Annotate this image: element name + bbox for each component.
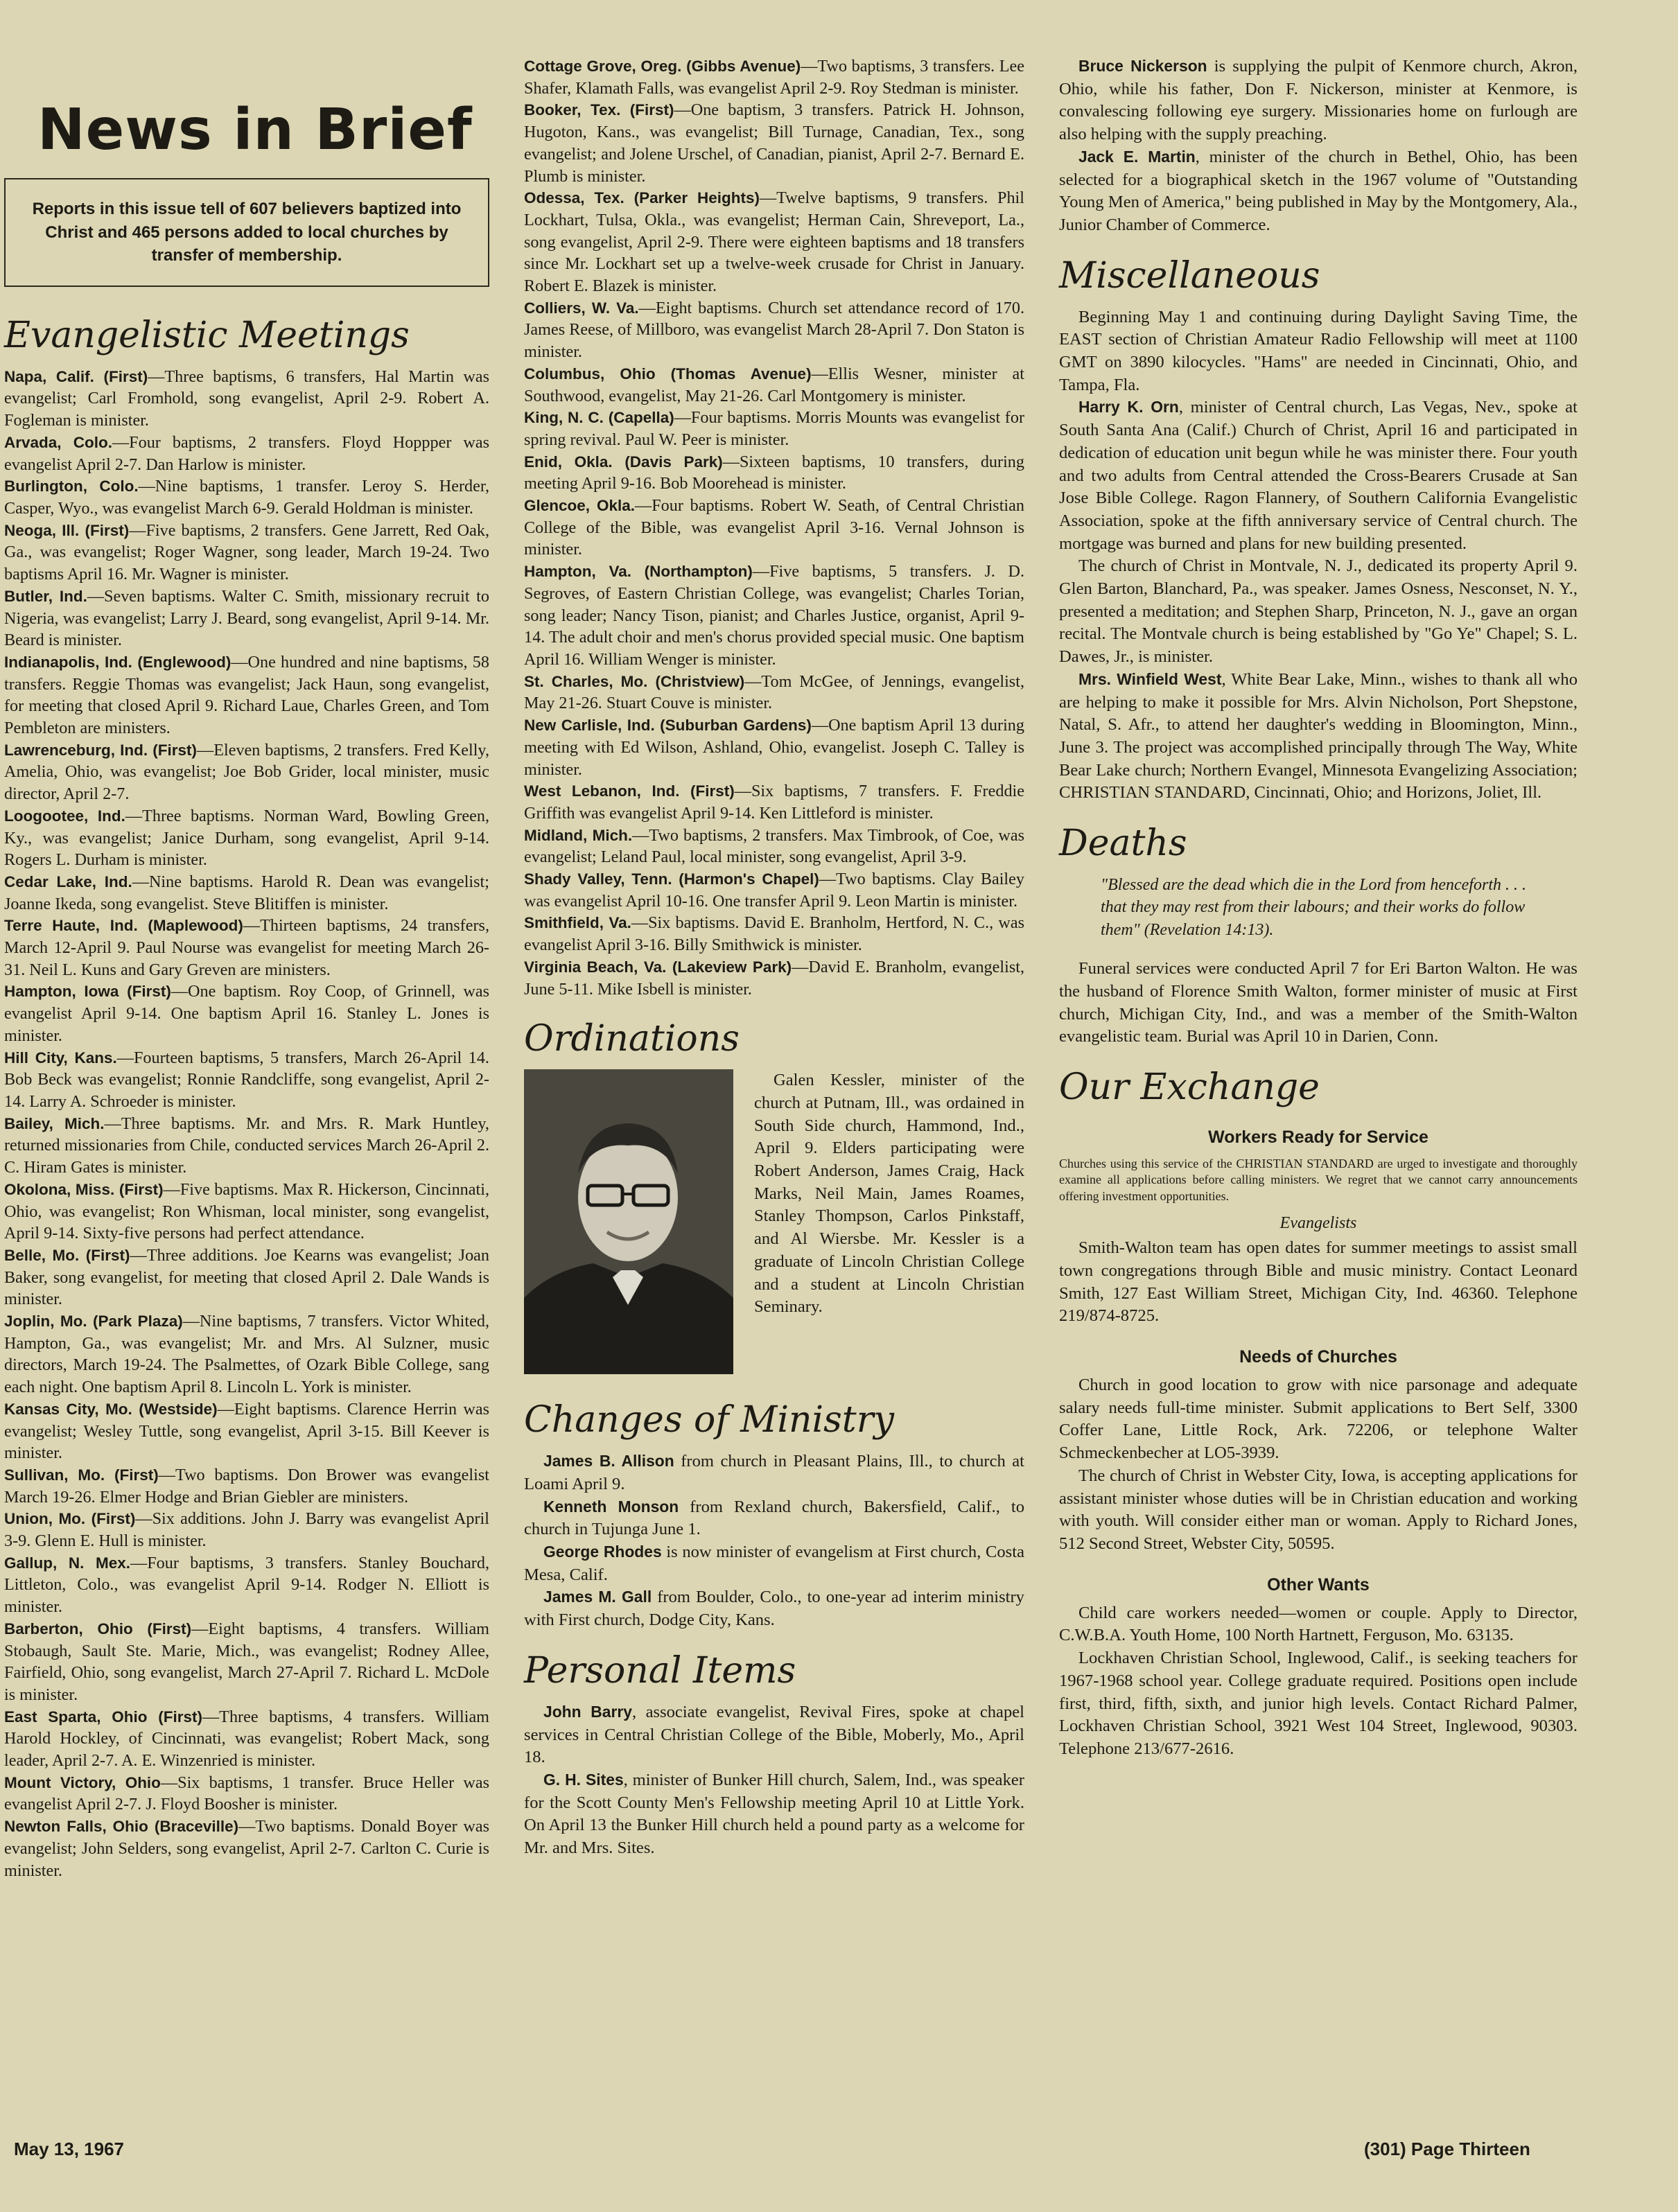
change-entry-lead: Kenneth Monson	[543, 1497, 679, 1516]
change-entry-lead: James M. Gall	[543, 1588, 652, 1606]
meeting-entry-body: —Six baptisms, 1 transfer. Bruce Heller was evangelist April 2-7. J. Floyd Boosher is minister.	[4, 1773, 489, 1814]
change-entry	[524, 1450, 1024, 1495]
meeting-entry	[4, 1310, 489, 1398]
meeting-entry-lead: Cottage Grove, Oreg. (Gibbs Avenue)	[524, 58, 801, 75]
misc-entry	[1059, 396, 1578, 555]
meeting-entry	[4, 1772, 489, 1816]
meeting-entry-lead: Midland, Mich.	[524, 826, 633, 844]
meeting-entry-body: —Nine baptisms. Harold R. Dean was evangelist; Joanne Ikeda, song evangelist. Steve Blitiffen is minister.	[4, 872, 489, 913]
meeting-entry-body: —Three additions. Joe Kearns was evangelist; Joan Baker, song evangelist, for meeting that closed April 2. Dale Wands is minister.	[4, 1245, 489, 1309]
meeting-entry-lead: Columbus, Ohio (Thomas Avenue)	[524, 365, 812, 383]
ordination-block	[524, 1069, 1024, 1381]
meeting-entry-lead: Napa, Calif. (First)	[4, 367, 148, 385]
meeting-entry	[524, 912, 1024, 956]
meeting-entry-body: —Four baptisms, 2 transfers. Floyd Hoppper was evangelist April 2-7. Dan Harlow is minister.	[4, 432, 489, 474]
meeting-entry	[4, 1618, 489, 1706]
meeting-entry-body: —Five baptisms, 2 transfers. Gene Jarrett, Red Oak, Ga., was evangelist; Roger Wagner, song leader, March 19-24. Two baptisms April 16. Mr. Wagner is minister.	[4, 520, 489, 584]
meeting-entry	[524, 825, 1024, 868]
meeting-entry	[4, 1179, 489, 1245]
deaths-quote: "Blessed are the dead which die in the Lord from henceforth . . . that they may rest from their labours; and their works do follow them" (Revelation 14:13).	[1101, 876, 1526, 939]
meeting-entry-body: —Nine baptisms, 7 transfers. Victor Whited, Hampton, Ga., was evangelist; Mr. and Mrs. Al Sulzner, music directors, March 19-24. The Psalmettes, of Ozark Bible College, sang each night. One baptism April 8. Lincoln L. York is minister.	[4, 1312, 489, 1397]
meeting-entry-lead: Belle, Mo. (First)	[4, 1246, 130, 1264]
meeting-entry-lead: Sullivan, Mo. (First)	[4, 1466, 159, 1484]
section-heading-ordinations: Ordinations	[524, 1018, 740, 1060]
meeting-entry	[524, 671, 1024, 714]
meeting-entry-lead: Virginia Beach, Va. (Lakeview Park)	[524, 958, 792, 976]
personal-entries	[524, 1701, 1024, 1860]
meeting-entry	[524, 187, 1024, 297]
meeting-entry-lead: Barberton, Ohio (First)	[4, 1620, 192, 1638]
meeting-entry-body: —Six additions. John J. Barry was evangelist April 3-9. Glenn E. Hull is minister.	[4, 1509, 489, 1551]
meeting-entry-lead: Neoga, Ill. (First)	[4, 521, 130, 539]
meeting-entry-lead: Joplin, Mo. (Park Plaza)	[4, 1313, 183, 1331]
needs-heading: Needs of Churches	[1239, 1347, 1397, 1367]
meeting-entry-body: —Ellis Wesner, minister at Southwood, evangelist, May 21-26. Carl Montgomery is minister.	[524, 364, 1024, 405]
misc-entry	[1059, 306, 1578, 397]
meeting-entry	[4, 1047, 489, 1113]
meeting-entry	[4, 1113, 489, 1179]
meeting-entry-body: —Two baptisms, 2 transfers. Max Timbrook, of Coe, was evangelist; Leland Paul, local minister, song evangelist, April 3-9.	[524, 825, 1024, 867]
meeting-entry-lead: St. Charles, Mo. (Christview)	[524, 672, 745, 690]
meeting-entry-body: —Three baptisms. Mr. and Mrs. R. Mark Huntley, returned missionaries from Chile, conducted services March 26-April 2. C. Hiram Gates is minister.	[4, 1114, 489, 1177]
meeting-entry-body: —Thirteen baptisms, 24 transfers, March 12-April 9. Paul Nourse was evangelist for meeting March 26-31. Neil L. Kuns and Gary Greven are ministers.	[4, 916, 489, 979]
footer-date: May 13, 1967	[14, 2139, 125, 2159]
meeting-entry-lead: East Sparta, Ohio (First)	[4, 1708, 202, 1726]
meeting-entry	[4, 432, 489, 475]
meeting-entry	[4, 475, 489, 519]
ordination-text: Galen Kessler, minister of the church at Putnam, Ill., was ordained in South Side church, Hammond, Ind., April 9. Elders participating were Robert Anderson, James Craig, Hack Marks, Neil Main, James Roames, Stanley Thompson, Carlos Pinkstaff, and Al Wiersbe. Mr. Kessler is a graduate of Lincoln Christian College and a student at Lincoln Christian Seminary.	[754, 1071, 1024, 1317]
other-wants-text-2: Lockhaven Christian School, Inglewood, Calif., is seeking teachers for 1967-1968 school year. College graduate required. Positions open include first, third, fifth, sixth, and junior high levels. Contact Richard Palmer, Lockhaven Christian School, 3921 West 104 Street, Inglewood, 90303. Telephone 213/677-2616.	[1059, 1649, 1578, 1758]
meeting-entry	[4, 981, 489, 1046]
meeting-entry-lead: Gallup, N. Mex.	[4, 1554, 130, 1572]
section-heading-exchange: Our Exchange	[1059, 1066, 1320, 1109]
column-2	[524, 55, 1024, 1860]
misc-entry	[1059, 555, 1578, 669]
misc-entries	[1059, 306, 1578, 805]
meeting-entry-body: —Three baptisms. Norman Ward, Bowling Green, Ky., was evangelist; Janice Durham, song evangelist, April 9-14. Rogers L. Durham is minister.	[4, 806, 489, 870]
change-entry	[524, 1586, 1024, 1631]
personal-entry	[524, 1769, 1024, 1860]
meeting-entry-body: —Two baptisms. Clay Bailey was evangelist April 10-16. One transfer April 9. Leon Martin is minister.	[524, 870, 1024, 911]
meeting-entry	[524, 363, 1024, 407]
workers-heading: Workers Ready for Service	[1208, 1127, 1428, 1148]
meeting-entry	[524, 297, 1024, 363]
meeting-entry	[524, 714, 1024, 780]
meeting-entry-lead: Butler, Ind.	[4, 587, 87, 605]
meeting-entry-lead: Mount Victory, Ohio	[4, 1773, 161, 1791]
changes-entries	[524, 1450, 1024, 1632]
meeting-entry	[524, 495, 1024, 561]
meeting-entry-body: —Seven baptisms. Walter C. Smith, missionary recruit to Nigeria, was evangelist; Larry J. Beard, song evangelist, April 9-14. Mr. Beard is minister.	[4, 586, 489, 650]
meeting-entry-lead: Arvada, Colo.	[4, 433, 112, 451]
misc-entry-lead: Harry K. Orn	[1078, 398, 1179, 416]
meeting-entry-body: —One baptism, 3 transfers. Patrick H. Johnson, Hugoton, Kans., was evangelist; Bill Turnage, Canadian, Tex., song evangelist; and Jolene Urschel, of Canadian, pianist, April 2-7. Bernard E. Plumb is minister.	[524, 100, 1024, 186]
meeting-entry	[4, 1464, 489, 1508]
meeting-entry-body: —Twelve baptisms, 9 transfers. Phil Lockhart, Tulsa, Okla., was evangelist; Herman Cain, Shreveport, La., song evangelist, April 2-9. There were eighteen baptisms and 18 transfers since Mr. Lockhart set up a twelve-week crusade for Christ in January. Robert E. Blazek is minister.	[524, 188, 1024, 296]
personal-entry	[524, 1701, 1024, 1769]
change-entry-lead: George Rhodes	[543, 1543, 662, 1561]
misc-entry-body: , minister of Central church, Las Vegas, Nev., spoke at South Santa Ana (Calif.) Church of Christ, April 16 and participated in dedication of education unit begun while he was minister there. Four youth and two adults from Central attended the Cross-Bearers Crusade at San Jose Bible College. Ragon Flannery, of Southern California Evangelistic Association, spoke at the fifth anniversary service of Central church. The mortgage was burned and plans for new building presented.	[1059, 398, 1578, 553]
meeting-entry	[4, 871, 489, 915]
meeting-entry-body: —Tom McGee, of Jennings, evangelist, May 21-26. Stuart Couve is minister.	[524, 672, 1024, 713]
meeting-entry-lead: Cedar Lake, Ind.	[4, 872, 132, 890]
meeting-entry-body: —Eight baptisms. Clarence Herrin was evangelist; Wesley Tuttle, song evangelist, April 3-15. Bill Keever is minister.	[4, 1399, 489, 1463]
meeting-entry	[4, 1816, 489, 1881]
meeting-entry	[524, 99, 1024, 187]
meeting-entry-body: —Two baptisms. Donald Boyer was evangelist; John Selders, song evangelist, April 2-7. Carlton C. Curie is minister.	[4, 1817, 489, 1880]
meeting-entry-lead: Newton Falls, Ohio (Braceville)	[4, 1818, 239, 1836]
section-heading-changes: Changes of Ministry	[524, 1399, 894, 1441]
meeting-entry	[4, 1508, 489, 1552]
section-heading-deaths: Deaths	[1059, 823, 1187, 865]
misc-entry-body: , White Bear Lake, Minn., wishes to thank all who are helping to make it possible for Mrs. Alvin Nicholson, Port Shepstone, Natal, S. Afr., to attend her daughter's wedding in Bloomington, Minn., June 3. The project was accomplished principally through The Way, White Bear Lake church; Northern Evangel, Minnesota Evangelizing Association; CHRISTIAN STANDARD, Cincinnati, Ohio; and Horizons, Joliet, Ill.	[1059, 669, 1578, 802]
meeting-entry-lead: Indianapolis, Ind. (Englewood)	[4, 653, 231, 671]
meeting-entry-lead: Hampton, Iowa (First)	[4, 983, 171, 1001]
meeting-entry-lead: Hill City, Kans.	[4, 1048, 117, 1066]
meeting-entry-lead: Hampton, Va. (Northampton)	[524, 563, 753, 581]
disclaimer-1: Churches using this service of the CHRISTIAN STANDARD are urged to investigate and thoroughly examine all applications before calling ministers.	[1059, 1157, 1578, 1187]
meeting-entry-body: —David E. Branholm, evangelist, June 5-11. Mike Isbell is minister.	[524, 957, 1024, 999]
meeting-entry-lead: Colliers, W. Va.	[524, 299, 639, 317]
meeting-entry-body: —One hundred and nine baptisms, 58 transfers. Reggie Thomas was evangelist; Jack Haun, song evangelist, for meeting that closed April 9. Richard Laue, Charles Green, and Tom Pembleton are ministers.	[4, 652, 489, 738]
meeting-entry-lead: Booker, Tex. (First)	[524, 101, 674, 119]
summary-box: Reports in this issue tell of 607 believers baptized into Christ and 465 persons added to local churches by transfer of membership.	[4, 178, 489, 287]
meeting-entry-body: —Eight baptisms, 4 transfers. William Stobaugh, Sault Ste. Marie, Mich., was evangelist; Rodney Allee, Fairfield, Ohio, song evangelist, March 27-April 7. Richard L. McDole is minister.	[4, 1619, 489, 1704]
meeting-entry-lead: Glencoe, Okla.	[524, 497, 636, 515]
meeting-entry-lead: Smithfield, Va.	[524, 914, 631, 932]
meeting-entry-lead: Kansas City, Mo. (Westside)	[4, 1400, 218, 1418]
personal-entries-continued	[1059, 55, 1578, 237]
meeting-entry-body: —Six baptisms, 7 transfers. F. Freddie Griffith was evangelist April 9-14. Ken Littleford is minister.	[524, 782, 1024, 823]
meeting-entry	[524, 780, 1024, 824]
portrait-figure	[524, 1069, 733, 1374]
meeting-entry	[4, 586, 489, 651]
meeting-entry-body: —Five baptisms, 5 transfers. J. D. Segroves, of Eastern Christian College, was evangelist; Charles Torian, song leader; Nancy Tison, pianist; and Charles Justice, organist, April 9-14. The adult choir and men's chorus provided special music. One baptism April 16. William Wenger is minister.	[524, 562, 1024, 669]
misc-entry-lead: Mrs. Winfield West	[1078, 669, 1222, 688]
evangelists-text: Smith-Walton team has open dates for summer meetings to assist small town congregations through Bible and music ministry. Contact Leonard Smith, 127 East William Street, Michigan City, Ind. 46360. Telephone 219/874-8725.	[1059, 1238, 1578, 1326]
meeting-entry-lead: Enid, Okla. (Davis Park)	[524, 453, 723, 471]
meeting-entry-body: —Four baptisms. Robert W. Seath, of Central Christian College of the Bible, was evangelist April 3-16. Vernal Johnson is minister.	[524, 496, 1024, 559]
meeting-entry-body: —Fourteen baptisms, 5 transfers, March 26-April 14. Bob Beck was evangelist; Ronnie Randcliffe, song evangelist, April 2-14. Larry A. Schroeder is minister.	[4, 1048, 489, 1111]
exchange-disclaimer	[1059, 1156, 1578, 1204]
change-entry-body: is now minister of evangelism at First church, Costa Mesa, Calif.	[524, 1543, 1025, 1584]
meeting-entry-body: —Two baptisms. Don Brower was evangelist March 19-26. Elmer Hodge and Brian Giebler are ministers.	[4, 1465, 489, 1507]
meeting-entry	[524, 561, 1024, 671]
meeting-entry-lead: King, N. C. (Capella)	[524, 409, 674, 427]
meeting-entry	[4, 520, 489, 586]
meeting-entry-body: —One baptism April 13 during meeting with Ed Wilson, Ashland, Ohio, evangelist. Joseph C. Talley is minister.	[524, 716, 1024, 779]
meeting-entry	[4, 1706, 489, 1772]
other-wants-heading: Other Wants	[1267, 1574, 1370, 1595]
needs-text-2: The church of Christ in Webster City, Iowa, is accepting applications for assistant minister whose duties will be in Christian education and working with youth. Will consider either man or woman. Apply to Richard Jones, 512 Second Street, Webster City, 50595.	[1059, 1466, 1578, 1553]
meeting-entry	[4, 805, 489, 871]
meeting-entry	[4, 366, 489, 432]
meeting-entry	[4, 651, 489, 739]
meeting-entry-lead: West Lebanon, Ind. (First)	[524, 782, 735, 800]
section-heading-personal: Personal Items	[524, 1649, 796, 1692]
needs-text-1: Church in good location to grow with nice parsonage and adequate salary needs full-time minister. Submit applications to Bert Self, 3300 Coffer Lane, Little Rock, Ark. 72206, or telephone Walter Schmeckenbecher at LO5-3939.	[1059, 1376, 1578, 1463]
meeting-entry-lead: Bailey, Mich.	[4, 1114, 105, 1132]
other-wants-text-1: Child care workers needed—women or couple. Apply to Director, C.W.B.A. Youth Home, 100 North Hartnett, Ferguson, Mo. 63135.	[1059, 1603, 1578, 1645]
misc-entry-body: The church of Christ in Montvale, N. J., dedicated its property April 9. Glen Barton, Blanchard, Pa., was speaker. James Osness, Nesconset, N. Y., presented a meditation; and Stephen Sharp, Princeton, N. J., gave an organ recital. The Montvale church is being established by "Go Ye" Chapel; S. L. Dawes, Jr., is minister.	[1059, 556, 1578, 667]
meeting-entry	[524, 956, 1024, 1000]
meeting-entry-lead: Union, Mo. (First)	[4, 1510, 136, 1528]
personal-entry-lead: Bruce Nickerson	[1078, 57, 1207, 75]
meeting-entry	[4, 739, 489, 805]
personal-entry-lead: John Barry	[543, 1702, 632, 1721]
meeting-entry-lead: Terre Haute, Ind. (Maplewood)	[4, 917, 243, 935]
change-entry-body: from church in Pleasant Plains, Ill., to church at Loami April 9.	[524, 1452, 1025, 1493]
meeting-entry-body: —Two baptisms, 3 transfers. Lee Shafer, Klamath Falls, was evangelist April 2-9. Roy Stedman is minister.	[524, 57, 1024, 98]
meeting-entry	[4, 915, 489, 981]
change-entry-body: from Boulder, Colo., to one-year ad interim ministry with First church, Dodge City, Kans.	[524, 1588, 1024, 1630]
section-heading-misc: Miscellaneous	[1059, 254, 1320, 297]
masthead: News in Brief	[37, 97, 473, 163]
misc-entry-body: Beginning May 1 and continuing during Daylight Saving Time, the EAST section of Christian Amateur Radio Fellowship will meet at 1100 GMT on 3890 kilocycles. "Hams" are needed in Cincinnati, Ohio, and Tampa, Fla.	[1059, 307, 1578, 394]
meeting-entry	[4, 1552, 489, 1618]
meeting-entry-body: —Three baptisms, 4 transfers. William Harold Hockley, of Cincinnati, was evangelist; Robert Mack, song leader, April 2-7. A. E. Winzenried is minister.	[4, 1707, 489, 1771]
meeting-entry-lead: New Carlisle, Ind. (Suburban Gardens)	[524, 717, 812, 735]
meeting-entry-body: —One baptism. Roy Coop, of Grinnell, was evangelist April 9-14. One baptism April 16. Stanley L. Jones is minister.	[4, 982, 490, 1045]
change-entry	[524, 1496, 1024, 1541]
meeting-entry	[4, 1245, 489, 1310]
footer-page-number: (301) Page Thirteen	[1364, 2139, 1530, 2159]
meeting-entry-body: —Five baptisms. Max R. Hickerson, Cincinnati, Ohio, was evangelist; Ron Whisman, local minister, song evangelist, April 9-14. Sixty-five persons had perfect attendance.	[4, 1179, 489, 1243]
meeting-entry	[4, 1398, 489, 1464]
meeting-entry-body: —Eleven baptisms, 2 transfers. Fred Kelly, Amelia, Ohio, was evangelist; Joe Bob Grider, local minister, music director, April 2-7.	[4, 740, 489, 804]
personal-entry-body: , minister of Bunker Hill church, Salem, Ind., was speaker for the Scott County Men's Fellowship meeting April 10 at Little York. On April 13 the Bunker Hill church held a pound party as a welcome for Mr. and Mrs. Sites.	[524, 1770, 1024, 1858]
meeting-entry-body: —Sixteen baptisms, 10 transfers, during meeting April 9-16. Bob Moorehead is minister.	[524, 452, 1024, 493]
evangelistic-entries-continued	[524, 55, 1024, 1000]
meeting-entry-body: —Six baptisms. David E. Branholm, Hertford, N. C., was evangelist April 3-16. Billy Smithwick is minister.	[524, 913, 1024, 955]
column-1	[4, 55, 489, 1881]
meeting-entry	[524, 407, 1024, 450]
evangelistic-entries	[4, 366, 489, 1882]
meeting-entry	[524, 451, 1024, 495]
meeting-entry-body: —Four baptisms, 3 transfers. Stanley Bouchard, Littleton, Colo., was evangelist April 9-14. Rodger N. Elliott is minister.	[4, 1553, 489, 1617]
meeting-entry-body: —Four baptisms. Morris Mounts was evangelist for spring revival. Paul W. Peer is minister.	[524, 408, 1025, 449]
evangelists-heading: Evangelists	[1279, 1214, 1357, 1233]
disclaimer-2: We regret that we cannot carry announcements offering investment opportunities.	[1059, 1173, 1578, 1203]
personal-entry-body: , associate evangelist, Revival Fires, spoke at chapel services in Central Christian College of the Bible, Moberly, Mo., April 18.	[524, 1702, 1024, 1767]
meeting-entry-lead: Loogootee, Ind.	[4, 807, 125, 825]
meeting-entry-body: —Nine baptisms, 1 transfer. Leroy S. Herder, Casper, Wyo., was evangelist March 6-9. Gerald Holdman is minister.	[4, 477, 489, 518]
meeting-entry-lead: Odessa, Tex. (Parker Heights)	[524, 189, 760, 207]
meeting-entry-lead: Shady Valley, Tenn. (Harmon's Chapel)	[524, 870, 819, 888]
personal-entry	[1059, 146, 1578, 237]
deaths-text: Funeral services were conducted April 7 for Eri Barton Walton. He was the husband of Florence Smith Walton, former minister of music at First church, Michigan City, Ind., and was a member of the Smith-Walton evangelistic team. Burial was April 10 in Darien, Conn.	[1059, 959, 1578, 1046]
column-3	[1059, 55, 1578, 1761]
personal-entry-lead: Jack E. Martin	[1078, 147, 1196, 166]
misc-entry	[1059, 669, 1578, 805]
meeting-entry	[524, 868, 1024, 912]
meeting-entry-lead: Lawrenceburg, Ind. (First)	[4, 741, 198, 759]
personal-entry-lead: G. H. Sites	[543, 1770, 624, 1789]
personal-entry	[1059, 55, 1578, 146]
meeting-entry-body: —Eight baptisms. Church set attendance record of 170. James Reese, of Millboro, was evangelist March 28-April 7. Don Staton is minister.	[524, 298, 1024, 362]
meeting-entry-body: —Three baptisms, 6 transfers, Hal Martin was evangelist; Carl Fromhold, song evangelist, April 2-9. Robert A. Fogleman is minister.	[4, 367, 489, 430]
portrait-photo	[524, 1069, 733, 1374]
meeting-entry-lead: Okolona, Miss. (First)	[4, 1180, 164, 1198]
meeting-entry-lead: Burlington, Colo.	[4, 477, 139, 495]
change-entry	[524, 1541, 1024, 1586]
personal-entry-body: , minister of the church in Bethel, Ohio, has been selected for a biographical sketch in the 1967 volume of "Outstanding Young Men of America," being published in May by the Montgomery, Ala., Junior Chamber of Commerce.	[1059, 147, 1578, 234]
section-heading-evangelistic: Evangelistic Meetings	[4, 314, 410, 356]
personal-entry-body: is supplying the pulpit of Kenmore church, Akron, Ohio, while his father, Don F. Nickerson, minister at Kenmore, is convalescing following eye surgery. Missionaries home on furlough are also helping with the supply preaching.	[1059, 57, 1578, 144]
change-entry-lead: James B. Allison	[543, 1452, 674, 1471]
change-entry-body: from Rexland church, Bakersfield, Calif., to church in Tujunga June 1.	[524, 1497, 1024, 1539]
meeting-entry	[524, 55, 1024, 99]
